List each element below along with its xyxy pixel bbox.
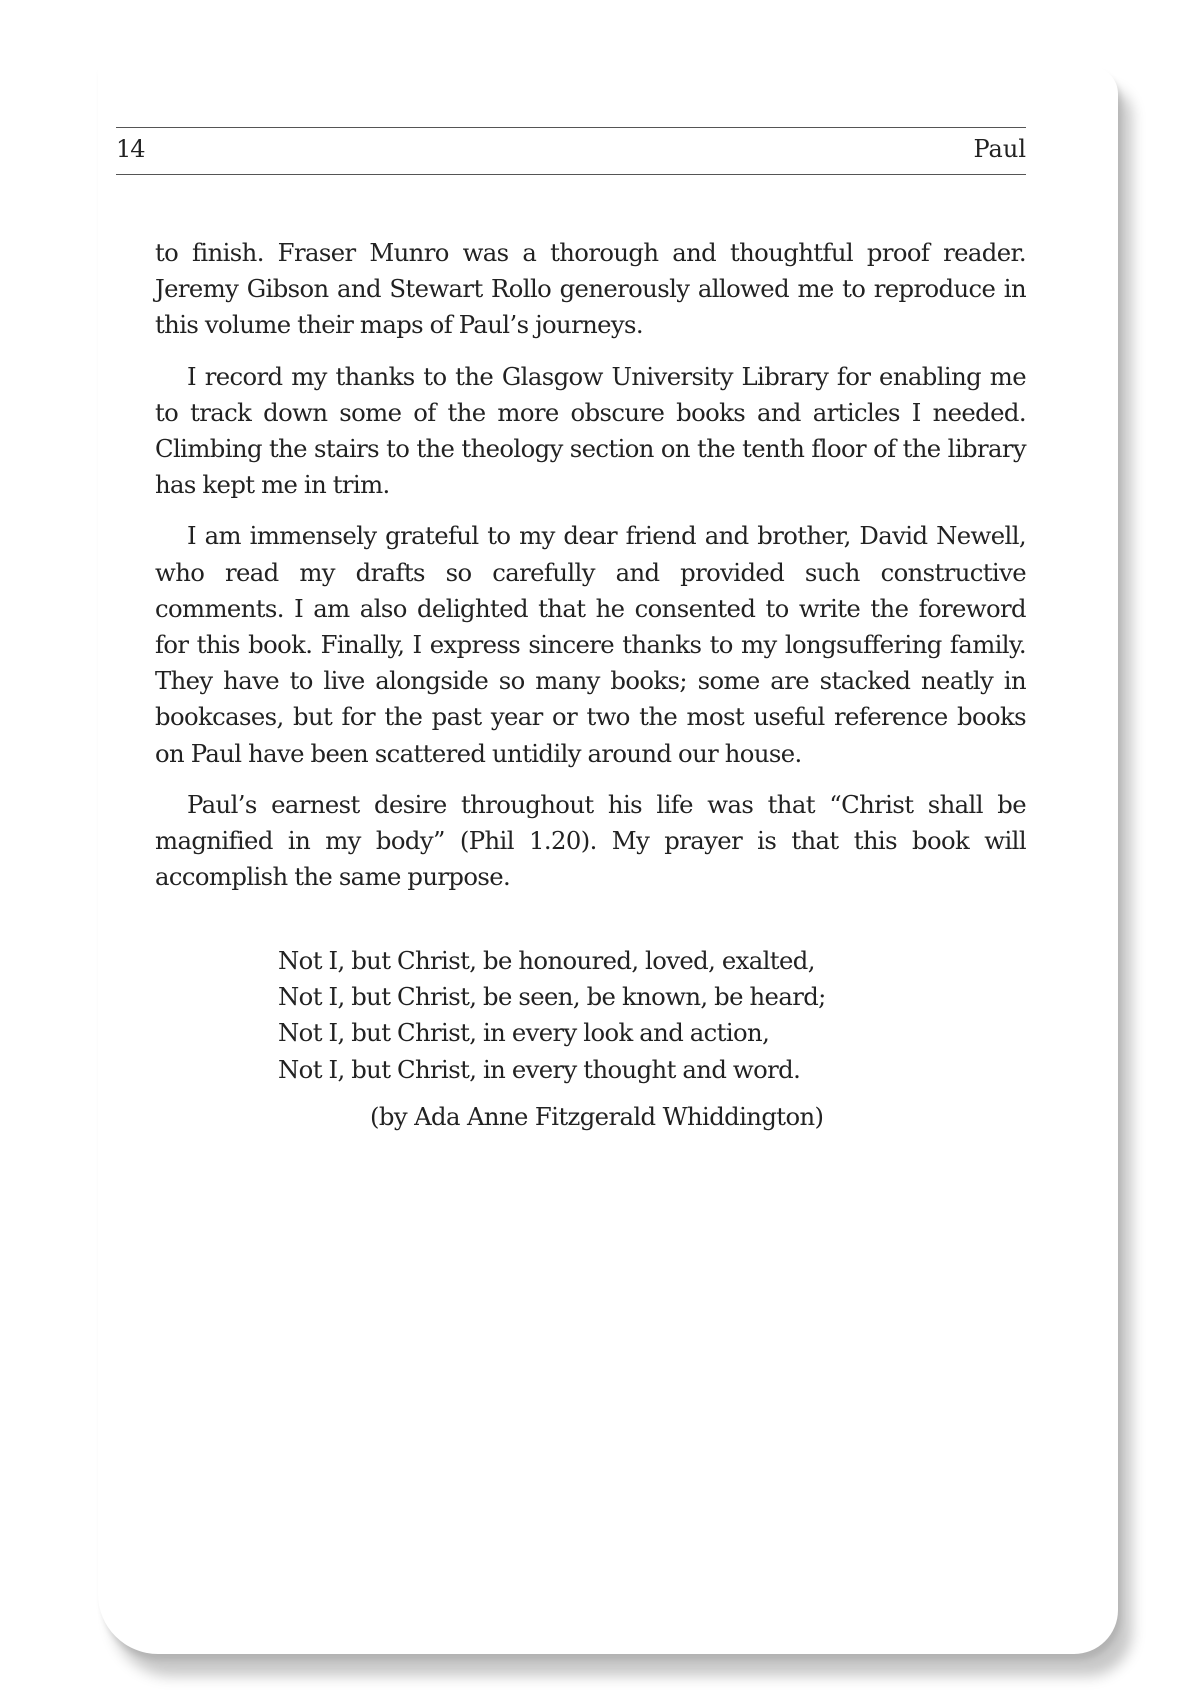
paragraph-3: I am immensely grateful to my dear friend and brother, David Newell, who read my drafts so carefully and provided such constructive comments. I am also delighted that he consented to write the foreword for this book. Finally, I express sincere thanks to my longsuffering family. They have to live alongside so many books; some are stacked neatly in bookcases, but for the past year or two the most useful reference books on Paul have been scattered untidily around our house. [155,521,1026,768]
poem-line: Not I, but Christ, be seen, be known, be heard; [278,982,826,1012]
poem-line: Not I, but Christ, in every look and action, [278,1018,770,1048]
poem-attribution: (by Ada Anne Fitzgerald Whiddington) [370,1102,824,1131]
poem-line: Not I, but Christ, be honoured, loved, exalted, [278,946,815,975]
paragraph-2: I record my thanks to the Glasgow University Library for enabling me to track down some of the more obscure books and articles I needed. Climbing the stairs to the theology section on the tenth floor of the library has kept me in trim. [155,361,1026,500]
paragraph-4: Paul’s earnest desire throughout his life was that “Christ shall be magnified in my body” (Phil 1.20). My prayer is that this book will accomplish the same purpose. [155,789,1026,892]
paragraph-1: to finish. Fraser Munro was a thorough and thoughtful proof reader. Jeremy Gibson and Stewart Rollo generously allowed me to reproduce in this volume their maps of Paul’s journeys. [155,238,1026,340]
running-title: Paul [973,135,1026,163]
page-number: 14 [116,135,145,163]
poem-line: Not I, but Christ, in every thought and word. [278,1054,801,1084]
running-header [116,127,1026,175]
body-text [155,235,1026,910]
poem-quote [278,943,978,1088]
